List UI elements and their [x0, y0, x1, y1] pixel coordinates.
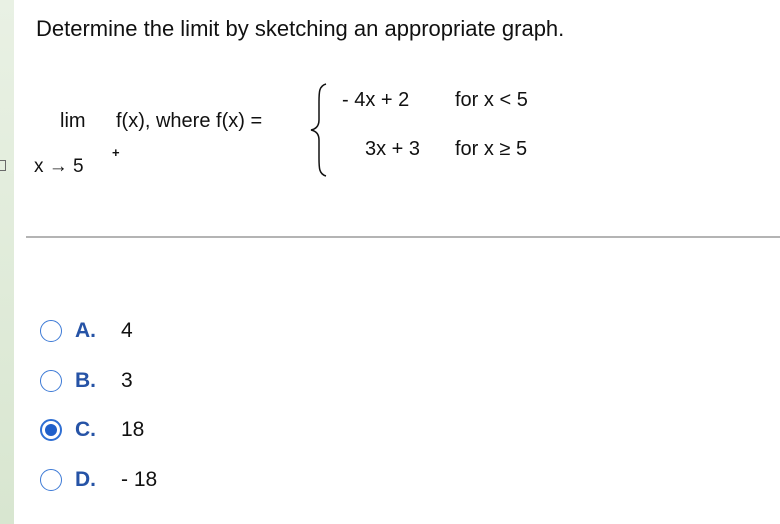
choice-b[interactable] [40, 366, 133, 396]
left-edge-strip [0, 0, 15, 524]
radio-button-b[interactable] [40, 370, 62, 392]
piecewise-condition-2: for x ≥ 5 [455, 138, 528, 160]
limit-superscript: + [112, 145, 120, 160]
question-panel [14, 0, 780, 524]
choice-value: 3 [121, 369, 133, 392]
piecewise-condition-1: for x < 5 [455, 89, 528, 111]
choice-value: 4 [121, 319, 133, 342]
choice-letter: A. [75, 319, 96, 342]
limit-subscript: x → 5 [34, 156, 84, 177]
piecewise-brace-icon [307, 82, 331, 178]
radio-button-d[interactable] [40, 469, 62, 491]
limit-operator: lim [60, 110, 86, 132]
question-prompt: Determine the limit by sketching an appropriate graph. [36, 16, 565, 41]
choice-letter: D. [75, 468, 96, 491]
edge-marker-icon [0, 160, 6, 171]
radio-button-c[interactable] [40, 419, 62, 441]
choice-c[interactable] [40, 415, 144, 445]
choice-d[interactable] [40, 465, 157, 495]
limit-expression: f(x), where f(x) = [116, 110, 263, 132]
piecewise-expr-1: - 4x + 2 [342, 89, 410, 111]
choice-value: 18 [121, 418, 145, 441]
choice-letter: C. [75, 418, 96, 441]
choice-a[interactable] [40, 316, 133, 346]
piecewise-expr-2: 3x + 3 [365, 138, 421, 160]
choice-value: - 18 [121, 468, 158, 491]
choice-letter: B. [75, 369, 96, 392]
radio-button-a[interactable] [40, 320, 62, 342]
divider [26, 236, 780, 238]
